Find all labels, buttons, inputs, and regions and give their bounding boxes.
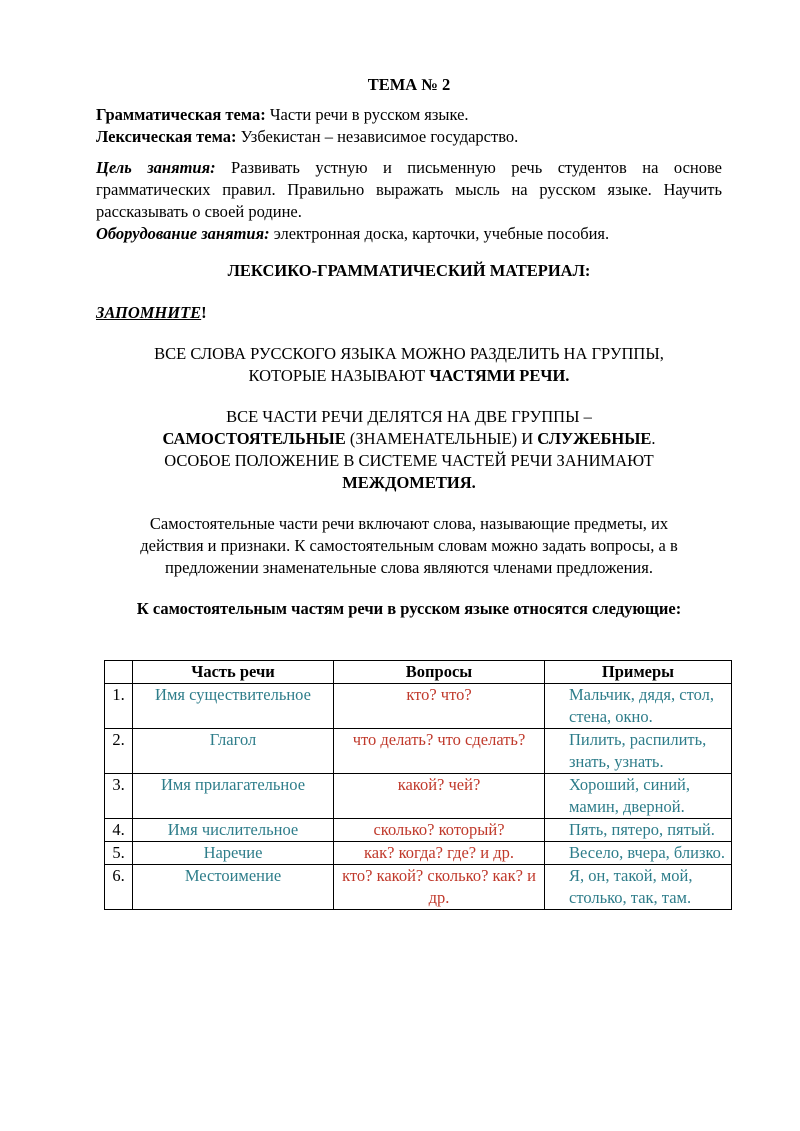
row-number: 6. (105, 865, 133, 910)
part-questions: кто? что? (334, 684, 545, 729)
rule1-line2a: КОТОРЫЕ НАЗЫВАЮТ (248, 366, 430, 385)
remember-heading (96, 302, 722, 324)
document-content (96, 74, 722, 620)
row-number: 5. (105, 842, 133, 865)
part-questions: сколько? который? (334, 819, 545, 842)
page-title: ТЕМА № 2 (367, 75, 451, 94)
part-name: Имя прилагательное (133, 774, 334, 819)
part-name: Глагол (133, 729, 334, 774)
grammar-label: Грамматическая тема: (96, 105, 266, 124)
remember-mark: ! (201, 303, 207, 322)
part-name: Местоимение (133, 865, 334, 910)
description-paragraph (96, 513, 722, 579)
part-examples: Я, он, такой, мой, столько, так, там. (545, 865, 732, 910)
rule1-line2b: ЧАСТЯМИ РЕЧИ. (429, 366, 570, 385)
row-number: 3. (105, 774, 133, 819)
header-part: Часть речи (133, 661, 334, 684)
row-number: 2. (105, 729, 133, 774)
section-title: ЛЕКСИКО-ГРАММАТИЧЕСКИЙ МАТЕРИАЛ: (227, 261, 591, 280)
table-row (105, 774, 732, 819)
rule1-line1: ВСЕ СЛОВА РУССКОГО ЯЗЫКА МОЖНО РАЗДЕЛИТЬ НА ГРУППЫ, (154, 344, 664, 363)
rule2-line4: МЕЖДОМЕТИЯ. (342, 473, 476, 492)
table-header-row (105, 661, 732, 684)
table-title: К самостоятельным частям речи в русском языке относятся следующие: (136, 599, 682, 618)
rule2-line1: ВСЕ ЧАСТИ РЕЧИ ДЕЛЯТСЯ НА ДВЕ ГРУППЫ – (226, 407, 592, 426)
desc-line2: действия и признаки. К самостоятельным словам можно задать вопросы, а в (140, 536, 678, 555)
part-examples: Хороший, синий, мамин, дверной. (545, 774, 732, 819)
part-questions: кто? какой? сколько? как? и др. (334, 865, 545, 910)
table-row (105, 819, 732, 842)
part-name: Имя числительное (133, 819, 334, 842)
part-questions: какой? чей? (334, 774, 545, 819)
lexical-topic (96, 126, 722, 148)
part-examples: Пять, пятеро, пятый. (545, 819, 732, 842)
row-number: 1. (105, 684, 133, 729)
grammar-text: Части речи в русском языке. (265, 105, 469, 124)
table-row (105, 842, 732, 865)
goal-label: Цель занятия: (96, 158, 216, 177)
lexical-label: Лексическая тема: (96, 127, 237, 146)
table-row (105, 729, 732, 774)
topic-block (96, 104, 722, 148)
lesson-equipment (96, 223, 722, 245)
equipment-label: Оборудование занятия: (96, 224, 270, 243)
header-number (105, 661, 133, 684)
remember-word: ЗАПОМНИТЕ (96, 303, 202, 322)
row-number: 4. (105, 819, 133, 842)
desc-line1: Самостоятельные части речи включают слова, называющие предметы, их (149, 514, 669, 533)
rule2-line3: ОСОБОЕ ПОЛОЖЕНИЕ В СИСТЕМЕ ЧАСТЕЙ РЕЧИ ЗАНИМАЮТ (164, 451, 654, 470)
rule2-bold1: САМОСТОЯТЕЛЬНЫЕ (162, 429, 346, 448)
part-examples: Пилить, распилить, знать, узнать. (545, 729, 732, 774)
rule2-bold2: СЛУЖЕБНЫЕ (537, 429, 652, 448)
rule-two-groups (96, 406, 722, 494)
goal-text: Развивать устную и письменную речь студентов на основе грамматических правил. Правильно выражать мысль на русском языке. Научить рассказывать о своей родине. (96, 158, 722, 221)
equipment-text: электронная доска, карточки, учебные пособия. (269, 224, 610, 243)
desc-line3: предложении знаменательные слова являются членами предложения. (165, 558, 653, 577)
rule2-mid: (ЗНАМЕНАТЕЛЬНЫЕ) И (345, 429, 538, 448)
part-questions: как? когда? где? и др. (334, 842, 545, 865)
goal-block (96, 157, 722, 245)
part-examples: Мальчик, дядя, стол, стена, окно. (545, 684, 732, 729)
parts-of-speech-table (104, 660, 732, 910)
table-row (105, 865, 732, 910)
rule2-dot: . (651, 429, 656, 448)
header-questions: Вопросы (334, 661, 545, 684)
part-questions: что делать? что сделать? (334, 729, 545, 774)
lesson-goal (96, 157, 722, 223)
grammar-topic (96, 104, 722, 126)
lexical-text: Узбекистан – независимое государство. (236, 127, 519, 146)
table-row (105, 684, 732, 729)
header-examples: Примеры (545, 661, 732, 684)
part-name: Наречие (133, 842, 334, 865)
rule-parts-of-speech (96, 343, 722, 387)
part-examples: Весело, вчера, близко. (545, 842, 732, 865)
part-name: Имя существительное (133, 684, 334, 729)
